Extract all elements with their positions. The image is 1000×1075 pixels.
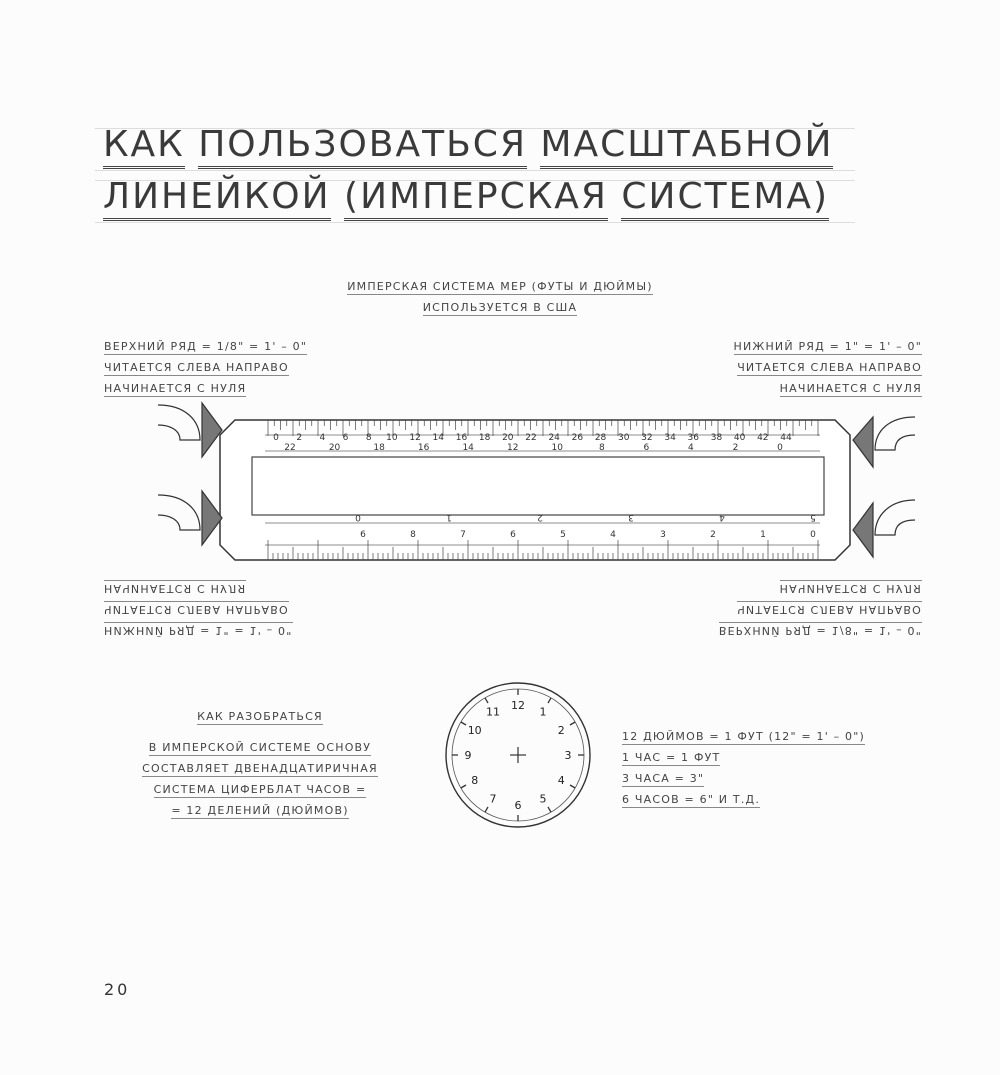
top-left-note (104, 338, 307, 401)
ruler-label: 38 (710, 433, 723, 443)
ruler-label: 16 (417, 443, 430, 453)
ruler-label: 0 (273, 433, 279, 443)
ruler-label: 10 (551, 443, 563, 453)
ruler-label: 20 (502, 433, 514, 443)
title-line-2 (103, 176, 829, 217)
note-line: НИЖНИЙ РЯД = 1" = 1' – 0" (733, 340, 922, 353)
how-to-line: СИСТЕМА ЦИФЕРБЛАТ ЧАСОВ = (153, 783, 367, 796)
title-word: МАСШТАБНОЙ (540, 124, 833, 169)
bottom-right-note (719, 576, 922, 639)
ruler-label: 5 (810, 512, 816, 522)
page-number: 20 (104, 980, 131, 999)
how-to-line: В ИМПЕРСКОЙ СИСТЕМЕ ОСНОВУ (148, 741, 372, 754)
title-word: ПОЛЬЗОВАТЬСЯ (198, 124, 527, 169)
note-line: НАЧИНАЕТСЯ С НУЛЯ (779, 382, 922, 395)
ruler-label: 0 (355, 512, 361, 522)
ruler-label: 1 (446, 512, 452, 522)
ruler-label: 7 (460, 530, 466, 540)
ruler-label: 2 (732, 443, 739, 453)
note-line: ЧИТАЕТСЯ СЛЕВА НАПРАВО (737, 361, 922, 374)
ruler-label: 18 (373, 443, 385, 453)
clock-tick (548, 698, 551, 703)
ruler-label: 34 (664, 433, 676, 443)
ruler-label: 6 (510, 530, 516, 540)
ruler-label: 20 (328, 443, 341, 453)
scale-ruler-drawing (140, 395, 920, 580)
clock-number: 7 (489, 792, 497, 806)
clock-tick (548, 807, 551, 812)
clock-tick (570, 785, 575, 788)
clock-number: 3 (564, 749, 572, 762)
ruler-label: 8 (410, 530, 416, 540)
ruler-label: 12 (409, 433, 421, 443)
ruler-label: 4 (719, 512, 725, 522)
clock-tick (461, 722, 466, 725)
clock-tick (461, 785, 466, 788)
guide-line (95, 170, 855, 171)
ruler-label: 30 (618, 433, 630, 443)
ruler-label: 5 (560, 530, 566, 540)
how-to-line: = 12 ДЕЛЕНИЙ (ДЮЙМОВ) (171, 804, 349, 817)
arrow-icon (853, 417, 915, 557)
equivalents (622, 728, 865, 812)
clock-tick (570, 722, 575, 725)
note-line: НАЧИНАЕТСЯ С НУЛЯ (779, 582, 922, 595)
clock-number: 12 (511, 699, 525, 712)
ruler-label: 6 (342, 433, 349, 443)
ruler-label: 10 (386, 433, 398, 443)
clock-tick (485, 807, 488, 812)
bottom-left-note (104, 576, 293, 639)
clock-number: 9 (464, 749, 472, 762)
how-to-heading: КАК РАЗОБРАТЬСЯ (197, 710, 323, 723)
clock-number: 11 (486, 705, 500, 719)
ruler-window (252, 457, 824, 515)
ruler-label: 32 (641, 433, 653, 443)
ruler-label: 2 (710, 530, 716, 540)
ruler-label: 12 (507, 443, 519, 453)
ruler-label: 6 (360, 530, 366, 540)
subtitle (300, 278, 700, 320)
title-word: КАК (103, 124, 185, 169)
ruler-label: 0 (777, 443, 783, 453)
equivalent-line: 3 ЧАСА = 3" (622, 772, 705, 785)
note-line: НАЧИНАЕТСЯ С НУЛЯ (104, 382, 247, 395)
note-line: ВЕРХНИЙ РЯД = 1/8" = 1' – 0" (718, 624, 922, 637)
ruler-label: 40 (733, 433, 746, 443)
clock-face (443, 680, 593, 830)
clock-tick (485, 698, 488, 703)
clock-number: 8 (471, 774, 479, 787)
title-word: (ИМПЕРСКАЯ (344, 176, 608, 221)
equivalent-line: 6 ЧАСОВ = 6" И Т.Д. (622, 793, 761, 806)
ruler-label: 36 (687, 433, 699, 443)
ruler-label: 22 (525, 433, 537, 443)
ruler-label: 14 (462, 443, 474, 453)
ruler-label: 2 (296, 433, 303, 443)
clock-number: 5 (539, 792, 547, 806)
equivalent-line: 1 ЧАС = 1 ФУТ (622, 751, 721, 764)
ruler-label: 28 (594, 433, 607, 443)
ruler-label: 42 (757, 433, 769, 443)
ruler-label: 8 (598, 443, 605, 453)
subtitle-line: ИСПОЛЬЗУЕТСЯ В США (422, 301, 578, 314)
ruler-label: 4 (688, 443, 694, 453)
ruler-label: 14 (432, 433, 444, 443)
top-right-note (734, 338, 923, 401)
note-line: ЧИТАЕТСЯ СЛЕВА НАПРАВО (737, 603, 922, 616)
clock-number: 6 (514, 799, 522, 812)
ruler-label: 44 (780, 433, 792, 443)
clock-number: 4 (557, 774, 565, 787)
clock-number: 10 (467, 724, 482, 737)
arrow-icon (158, 403, 222, 545)
ruler-label: 4 (319, 433, 326, 443)
clock-number: 1 (539, 705, 547, 719)
equivalent-line: 12 ДЮЙМОВ = 1 ФУТ (12" = 1' – 0") (622, 730, 866, 743)
how-to-line: СОСТАВЛЯЕТ ДВЕНАДЦАТИРИЧНАЯ (142, 762, 378, 775)
ruler-label: 8 (365, 433, 372, 443)
how-to-block (100, 708, 420, 823)
ruler-label: 2 (537, 512, 543, 522)
subtitle-line: ИМПЕРСКАЯ СИСТЕМА МЕР (ФУТЫ И ДЮЙМЫ) (347, 280, 653, 293)
ruler-label: 26 (571, 433, 584, 443)
note-line: ЧИТАЕТСЯ СЛЕВА НАПРАВО (104, 361, 289, 374)
ruler-label: 3 (660, 530, 666, 540)
ruler-label: 18 (478, 433, 491, 443)
note-line: ВЕРХНИЙ РЯД = 1/8" = 1' – 0" (104, 340, 308, 353)
title-line-1 (103, 124, 833, 165)
title-word: СИСТЕМА) (621, 176, 829, 221)
note-line: НАЧИНАЕТСЯ С НУЛЯ (104, 582, 247, 595)
ruler-label: 16 (455, 433, 468, 443)
ruler-label: 1 (760, 530, 766, 540)
title-word: ЛИНЕЙКОЙ (103, 176, 331, 221)
ruler-label: 4 (610, 530, 616, 540)
ruler-label: 3 (628, 512, 634, 522)
ruler-label: 24 (548, 433, 560, 443)
ruler-label: 22 (284, 443, 296, 453)
note-line: НИЖНИЙ РЯД = 1" = 1' – 0" (104, 624, 293, 637)
clock-number: 2 (557, 724, 565, 737)
note-line: ЧИТАЕТСЯ СЛЕВА НАПРАВО (104, 603, 289, 616)
ruler-label: 6 (643, 443, 650, 453)
ruler-label: 0 (810, 530, 816, 540)
guide-line (95, 222, 855, 223)
